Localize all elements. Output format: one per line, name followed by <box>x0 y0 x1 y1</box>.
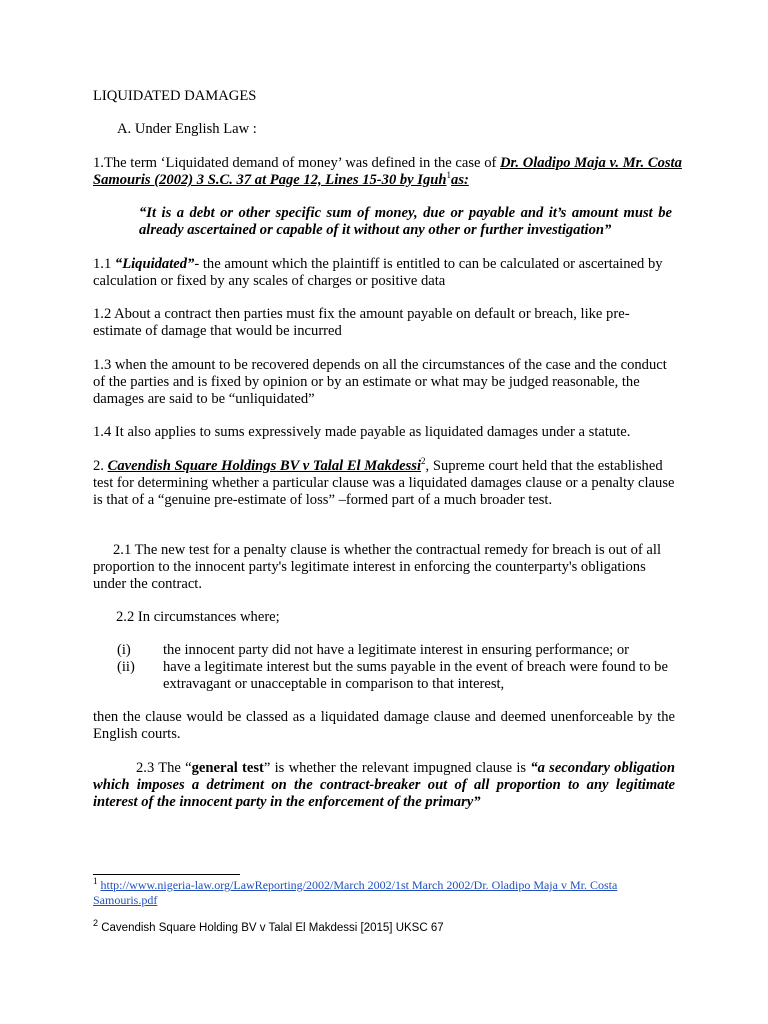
footnote-ref-2[interactable]: 2 <box>421 456 426 467</box>
footnote-separator <box>93 874 240 875</box>
paragraph-1-1: 1.1 “Liquidated”- the amount which the plaintiff is entitled to can be calculated or ascertained by calculation or fixed by any scales of charges or positive data <box>93 256 663 289</box>
section-a-heading: A. Under English Law : <box>117 121 257 137</box>
footnote-number: 2 <box>93 918 99 929</box>
footnote-number: 1 <box>93 876 98 886</box>
paragraph-1-2: 1.2 About a contract then parties must fix the amount payable on default or breach, like pre-estimate of damage that would be incurred <box>93 306 630 339</box>
footnote-link[interactable]: http://www.nigeria-law.org/LawReporting/2002/March 2002/1st March 2002/Dr. Oladipo Maja v Mr. Costa Samouris.pdf <box>93 878 618 907</box>
list-item-text: have a legitimate interest but the sums payable in the event of breach were found to be extravagant or unacceptable in comparison to that interest, <box>163 659 668 692</box>
case-citation-maja: Dr. Oladipo Maja v. Mr. Costa Samouris (2002) 3 S.C. 37 at Page 12, Lines 15-30 by Iguh <box>93 155 682 188</box>
paragraph-conclusion: then the clause would be classed as a liquidated damage clause and deemed unenforceable by the English courts. <box>93 709 675 742</box>
paragraph-1: 1.The term ‘Liquidated demand of money’ was defined in the case of Dr. Oladipo Maja v. Mr. Costa Samouris (2002) 3 S.C. 37 at Page 12, Lines 15-30 by Iguh$^1$as: <box>93 155 682 188</box>
paragraph-1-3: 1.3 when the amount to be recovered depends on all the circumstances of the case and the conduct of the parties and is fixed by opinion or by an estimate or what may be judged reasonable, the damages are said to be “unliquidated” <box>93 357 667 407</box>
term-liquidated: “Liquidated” <box>114 256 195 272</box>
term-general-test: general test <box>191 760 264 776</box>
footnote-ref-1[interactable]: 1 <box>446 170 452 181</box>
document-heading: LIQUIDATED DAMAGES <box>93 88 257 104</box>
paragraph-2-2: 2.2 In circumstances where; <box>116 609 280 625</box>
case-citation-cavendish: Cavendish Square Holdings BV v Talal El Makdessi <box>107 458 422 474</box>
block-quote-definition: “It is a debt or other specific sum of money, due or payable and it’s amount must be already ascertained or capable of it without any other or further investigation” <box>139 205 672 238</box>
paragraph-2-3: 2.3 The “general test” is whether the relevant impugned clause is “a secondary obligation which imposes a detriment on the contract-breaker out of all proportion to any legitimate interest of the innocent party in the enforcement of the primary” <box>93 760 675 810</box>
quote-general-test: “a secondary obligation which imposes a detriment on the contract-breaker out of all proportion to any legitimate interest of the innocent party in the enforcement of the primary” <box>93 760 675 810</box>
list-item-number: (i) <box>117 642 131 658</box>
paragraph-1-4: 1.4 It also applies to sums expressively made payable as liquidated damages under a statute. <box>93 424 631 440</box>
footnote-text: Cavendish Square Holding BV v Talal El Makdessi [2015] UKSC 67 <box>101 922 444 934</box>
list-item-text: the innocent party did not have a legitimate interest in ensuring performance; or <box>163 642 630 658</box>
list-item-number: (ii) <box>117 659 135 675</box>
paragraph-2: 2. Cavendish Square Holdings BV v Talal El Makdessi$^2$, Supreme court held that the established test for determining whether a particular clause was a liquidated damages clause or a penalty clause is that of a “genuine pre-estimate of loss” –formed part of a much broader test. <box>93 456 675 508</box>
footnote-1 <box>93 878 673 908</box>
footnote-2 <box>93 918 673 936</box>
paragraph-2-1: 2.1 The new test for a penalty clause is whether the contractual remedy for breach is out of all proportion to the innocent party's legitimate interest in enforcing the counterparty's obligations under the contract. <box>93 542 662 592</box>
